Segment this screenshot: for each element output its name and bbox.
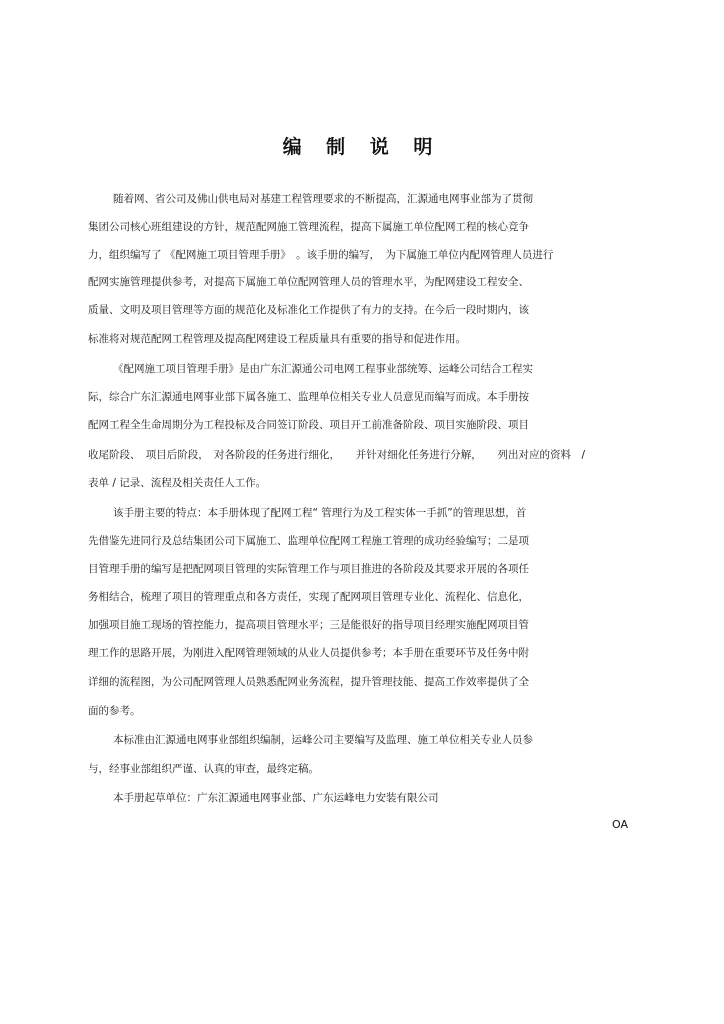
paragraph-line: 际，综合广东汇源通电网事业部下属各施工、监理单位相关专业人员意见而编写而成。本手册按 [88, 391, 529, 403]
paragraph-line: 详细的流程图，为公司配网管理人员熟悉配网业务流程，提升管理技能、提高工作效率提供了全 [88, 676, 529, 688]
footer-mark: OA [612, 818, 628, 831]
paragraph-line: 配网实施管理提供参考，对提高下属施工单位配网管理人员的管理水平，为配网建设工程安全、 [88, 276, 529, 288]
paragraph-line: 力，组织编写了 《配网施工项目管理手册》 。该手册的编写， 为下属施工单位内配网管理人员进行 [88, 249, 554, 261]
paragraph-line: 随着网、省公司及佛山供电局对基建工程管理要求的不断提高，汇源通电网事业部为了贯彻 [113, 193, 533, 205]
page-title: 编 制 说 明 [282, 136, 442, 158]
paragraph-line: 集团公司核心班组建设的方针，规范配网施工管理流程，提高下属施工单位配网工程的核心竞争 [88, 221, 529, 233]
paragraph-line: 理工作的思路开展，为刚进入配网管理领域的从业人员提供参考；本手册在重要环节及任务中附 [88, 647, 529, 659]
paragraph-line: 与，经事业部组织严谨、认真的审查，最终定稿。 [88, 763, 319, 775]
paragraph-line: 配网工程全生命周期分为工程投标及合同签订阶段、项目开工前准备阶段、项目实施阶段、项目 [88, 419, 529, 431]
paragraph-line: 质量、文明及项目管理等方面的规范化及标准化工作提供了有力的支持。在今后一段时期内，该 [88, 304, 529, 316]
paragraph-line: 加强项目施工现场的管控能力，提高项目管理水平；三是能很好的指导项目经理实施配网项目管 [88, 619, 529, 631]
paragraph-line: 收尾阶段、 项目后阶段， 对各阶段的任务进行细化， 并针对细化任务进行分解， 列出对应的资料 / [88, 449, 586, 461]
paragraph-line: 表单 / 记录、流程及相关责任人工作。 [88, 477, 267, 489]
paragraph-line: 务相结合，梳理了项目的管理重点和各方责任，实现了配网项目管理专业化、流程化、信息化， [88, 591, 529, 603]
paragraph-line: 该手册主要的特点：本手册体现了配网工程“ 管理行为及工程实体一手抓”的管理思想，首 [113, 507, 527, 519]
paragraph-line: 面的参考。 [88, 705, 141, 717]
paragraph-line: 本手册起草单位：广东汇源通电网事业部、广东运峰电力安装有限公司 [113, 792, 439, 804]
paragraph-line: 本标准由汇源通电网事业部组织编制，运峰公司主要编写及监理、施工单位相关专业人员参 [113, 734, 533, 746]
paragraph-line: 标准将对规范配网工程管理及提高配网建设工程质量具有重要的指导和促进作用。 [88, 333, 466, 345]
paragraph-line: 目管理手册的编写是把配网项目管理的实际管理工作与项目推进的各阶段及其要求开展的各项任 [88, 563, 529, 575]
paragraph-line: 《配网施工项目管理手册》是由广东汇源通公司电网工程事业部统筹、运峰公司结合工程实 [113, 363, 533, 375]
paragraph-line: 先借鉴先进同行及总结集团公司下属施工、监理单位配网工程施工管理的成功经验编写；二是项 [88, 535, 529, 547]
